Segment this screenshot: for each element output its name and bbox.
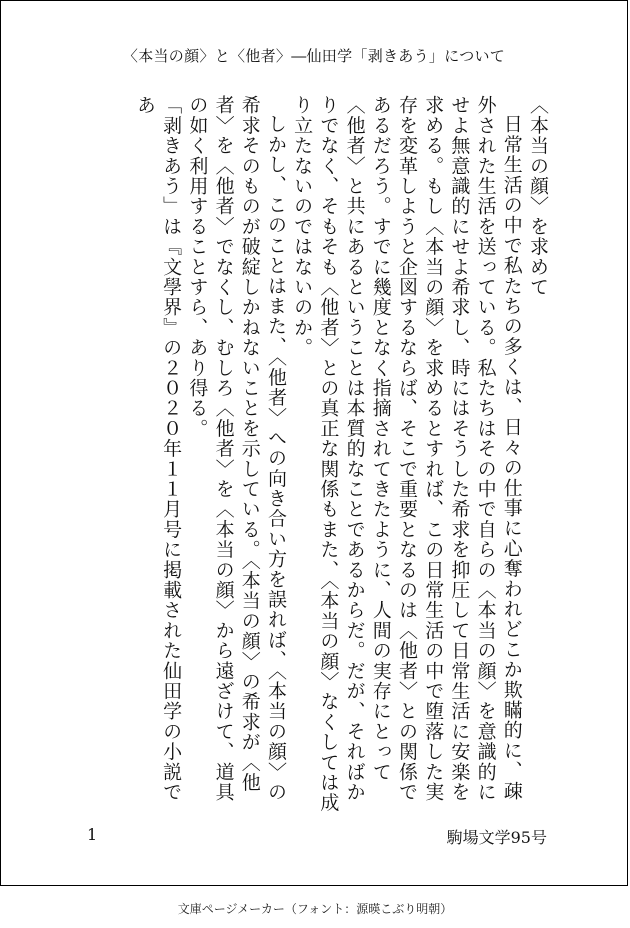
paragraph-2: しかし、このことはまた、〈他者〉への向き合い方を誤れば、〈本当の顔〉の希求そのものが破綻しかねないことを示している。〈本当の顔〉の希求が〈他者〉を〈他者〉でなくし、むしろ〈他者〉を〈本当の顔〉から遠ざけて、道具の如く利用することすら、あり得る。 [186,95,287,802]
running-title: 〈本当の顔〉と〈他者〉―仙田学「剥きあう」について [122,47,506,65]
section-heading: 〈本当の顔〉を求めて [527,95,549,297]
paragraph-1: 日常生活の中で私たちの多くは、日々の仕事に心奪われどこか欺瞞的に、疎外された生活を送っている。私たちはその中で自らの〈本当の顔〉を意識的にせよ無意識的にせよ希求し、時にはそうした希求を抑圧して日常生活に安楽を求める。もし〈本当の顔〉を求めるとすれば、この日常生活の中で堕落した実存を変革しようと企図するならば、そこで重要となるのは〈他者〉との関係であるだろう。すでに幾度となく指摘されてきたように、人間の実存にとって〈他者〉と共にあるということは本質的なことであるからだ。だが、そればかりでなく、そもそも〈他者〉との真正な関係もまた、〈本当の顔〉なくしては成り立たないのではないのか。 [291,95,523,813]
page-number: 1 [87,825,98,844]
paragraph-3: 「剥きあう」は『文學界』の２０２０年１１月号に掲載された仙田学の小説であ [133,95,183,802]
generator-credit: 文庫ページメーカー（フォント：源暎こぶり明朝） [177,902,453,916]
vertical-body-text [81,95,551,815]
journal-name: 駒場文学95号 [446,828,547,847]
